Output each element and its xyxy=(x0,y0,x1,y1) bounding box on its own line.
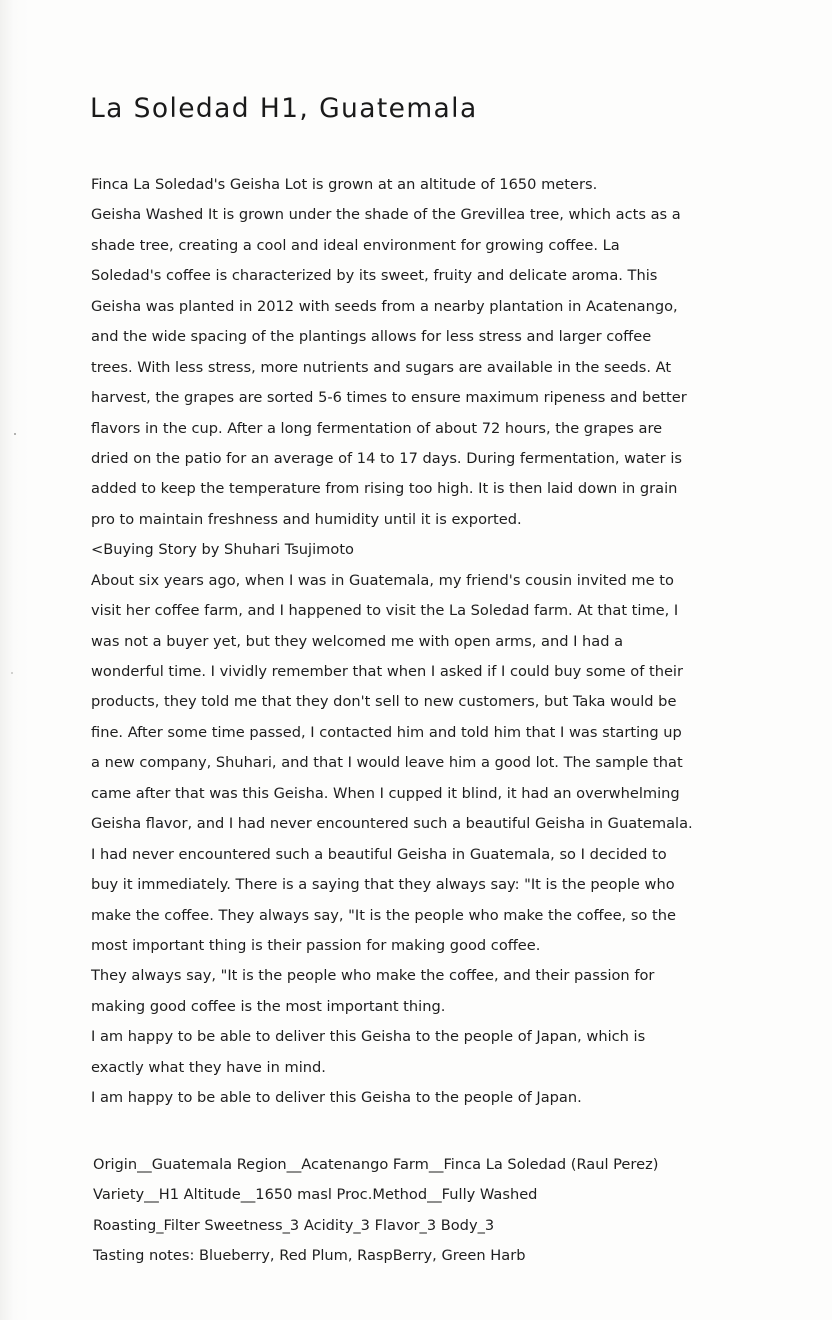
page-title: La Soledad H1, Guatemala xyxy=(90,93,478,124)
buying-story-heading: <Buying Story by Shuhari Tsujimoto xyxy=(91,541,354,559)
spec-tasting-notes-line: Tasting notes: Blueberry, Red Plum, RaspBerry, Green Harb xyxy=(93,1247,526,1265)
story-line: They always say, "It is the people who make the coffee, and their passion for xyxy=(91,967,655,985)
description-line: Soledad's coffee is characterized by its sweet, fruity and delicate aroma. This xyxy=(91,267,658,285)
story-line: Geisha flavor, and I had never encountered such a beautiful Geisha in Guatemala. xyxy=(91,815,693,833)
coffee-specs xyxy=(93,1150,793,1272)
story-line: fine. After some time passed, I contacted him and told him that I was starting up xyxy=(91,723,682,741)
story-line: About six years ago, when I was in Guatemala, my friend's cousin invited me to xyxy=(91,571,674,589)
story-line: products, they told me that they don't sell to new customers, but Taka would be xyxy=(91,693,677,711)
story-line: most important thing is their passion for making good coffee. xyxy=(91,936,541,954)
story-line: I am happy to be able to deliver this Geisha to the people of Japan, which is xyxy=(91,1028,646,1046)
description-line: dried on the patio for an average of 14 to 17 days. During fermentation, water is xyxy=(91,449,682,467)
story-line: I had never encountered such a beautiful Geisha in Guatemala, so I decided to xyxy=(91,845,667,863)
scan-speck xyxy=(14,433,16,435)
description-body xyxy=(91,170,781,1114)
spec-roasting-line: Roasting_Filter Sweetness_3 Acidity_3 Flavor_3 Body_3 xyxy=(93,1216,495,1234)
story-line: was not a buyer yet, but they welcomed me with open arms, and I had a xyxy=(91,632,624,650)
description-line: pro to maintain freshness and humidity until it is exported. xyxy=(91,510,522,528)
story-line: exactly what they have in mind. xyxy=(91,1058,326,1076)
description-line: shade tree, creating a cool and ideal environment for growing coffee. La xyxy=(91,236,620,254)
description-line: trees. With less stress, more nutrients and sugars are available in the seeds. At xyxy=(91,358,672,376)
story-line: wonderful time. I vividly remember that when I asked if I could buy some of their xyxy=(91,663,683,680)
description-line: flavors in the cup. After a long fermentation of about 72 hours, the grapes are xyxy=(91,419,663,437)
story-line: a new company, Shuhari, and that I would leave him a good lot. The sample that xyxy=(91,754,683,772)
scan-speck xyxy=(11,672,13,674)
description-line: Geisha was planted in 2012 with seeds from a nearby plantation in Acatenango, xyxy=(91,297,678,315)
description-line: harvest, the grapes are sorted 5-6 times to ensure maximum ripeness and better xyxy=(91,389,687,407)
description-line: and the wide spacing of the plantings allows for less stress and larger coffee xyxy=(91,328,652,346)
description-line: Geisha Washed It is grown under the shade of the Grevillea tree, which acts as a xyxy=(91,206,681,224)
story-line: I am happy to be able to deliver this Geisha to the people of Japan. xyxy=(91,1089,582,1107)
description-line: added to keep the temperature from rising too high. It is then laid down in grain xyxy=(91,480,678,498)
story-line: came after that was this Geisha. When I cupped it blind, it had an overwhelming xyxy=(91,784,680,802)
description-line: Finca La Soledad's Geisha Lot is grown at an altitude of 1650 meters. xyxy=(91,176,598,193)
story-line: visit her coffee farm, and I happened to visit the La Soledad farm. At that time, I xyxy=(91,602,679,620)
story-line: making good coffee is the most important thing. xyxy=(91,997,446,1015)
story-line: make the coffee. They always say, "It is the people who make the coffee, so the xyxy=(91,906,676,924)
story-line: buy it immediately. There is a saying that they always say: "It is the people who xyxy=(91,876,675,894)
spec-origin-line: Origin__Guatemala Region__Acatenango Farm__Finca La Soledad (Raul Perez) xyxy=(93,1156,659,1173)
spec-variety-line: Variety__H1 Altitude__1650 masl Proc.Method__Fully Washed xyxy=(93,1186,538,1204)
